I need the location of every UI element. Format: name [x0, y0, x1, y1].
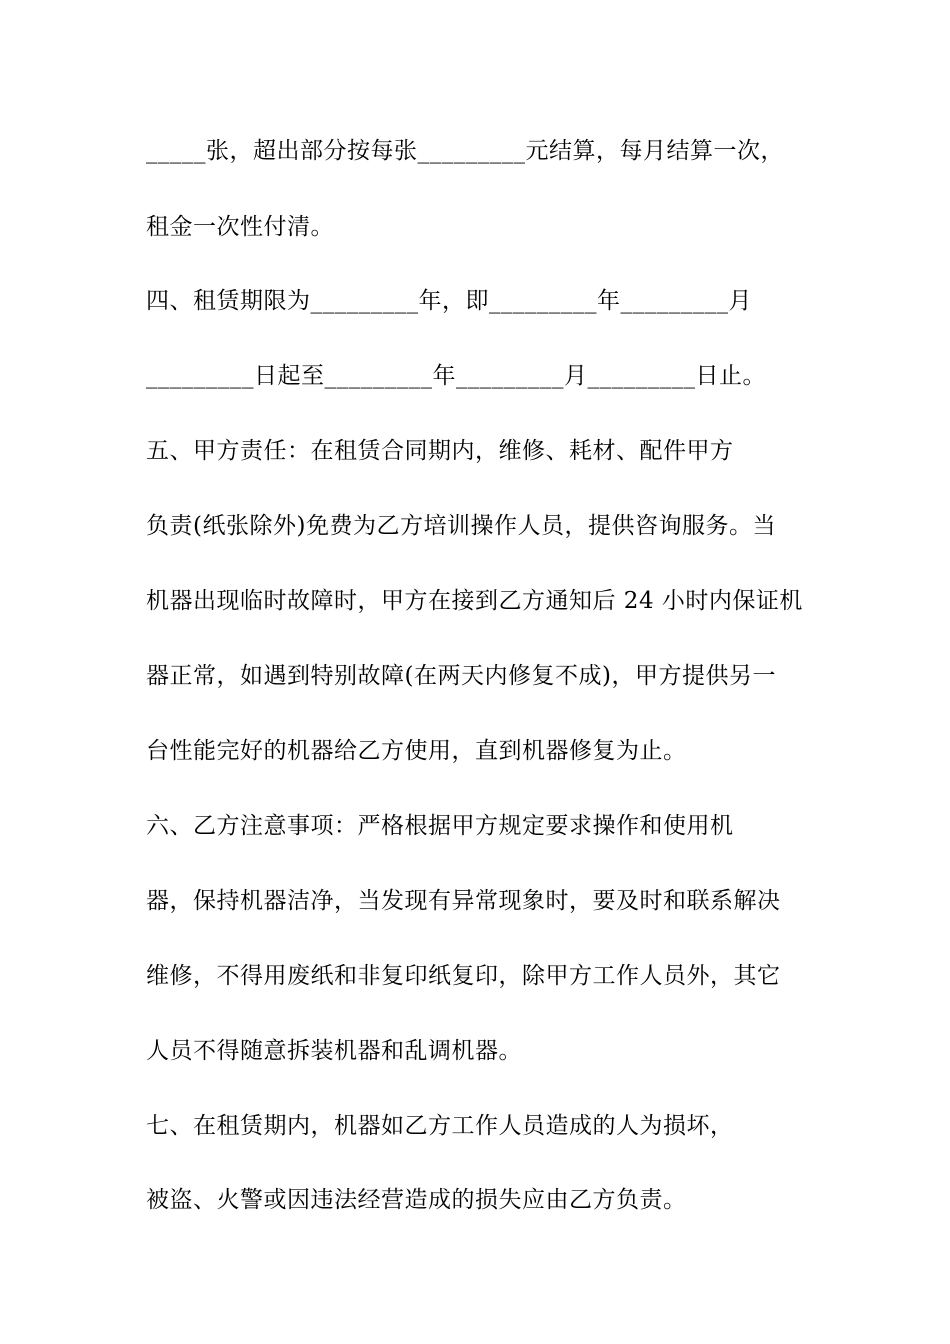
- text-line-10: 六、乙方注意事项：严格根据甲方规定要求操作和使用机: [146, 813, 734, 839]
- text-line-14: 七、在租赁期内，机器如乙方工作人员造成的人为损坏，: [146, 1113, 734, 1139]
- text-line-4: _________日起至_________年_________月_________日止。: [146, 363, 766, 389]
- text-line-1: _____张，超出部分按每张_________元结算，每月结算一次，: [146, 138, 784, 164]
- text-line-3: 四、租赁期限为_________年，即_________年_________月: [146, 288, 752, 314]
- text-line-9: 台性能完好的机器给乙方使用，直到机器修复为止。: [146, 738, 687, 764]
- text-line-5: 五、甲方责任：在租赁合同期内，维修、耗材、配件甲方: [146, 438, 734, 464]
- text-line-12: 维修，不得用废纸和非复印纸复印，除甲方工作人员外，其它: [146, 963, 781, 989]
- text-line-15: 被盗、火警或因违法经营造成的损失应由乙方负责。: [146, 1187, 687, 1213]
- text-line-11: 器，保持机器洁净，当发现有异常现象时，要及时和联系解决: [146, 888, 781, 914]
- text-line-8: 器正常，如遇到特别故障(在两天内修复不成)，甲方提供另一: [146, 663, 776, 689]
- text-line-2: 租金一次性付清。: [146, 214, 334, 240]
- text-line-13: 人员不得随意拆装机器和乱调机器。: [146, 1038, 522, 1064]
- text-line-6: 负责(纸张除外)免费为乙方培训操作人员，提供咨询服务。当: [146, 513, 776, 539]
- text-line-7: 机器出现临时故障时，甲方在接到乙方通知后 24 小时内保证机: [146, 588, 803, 614]
